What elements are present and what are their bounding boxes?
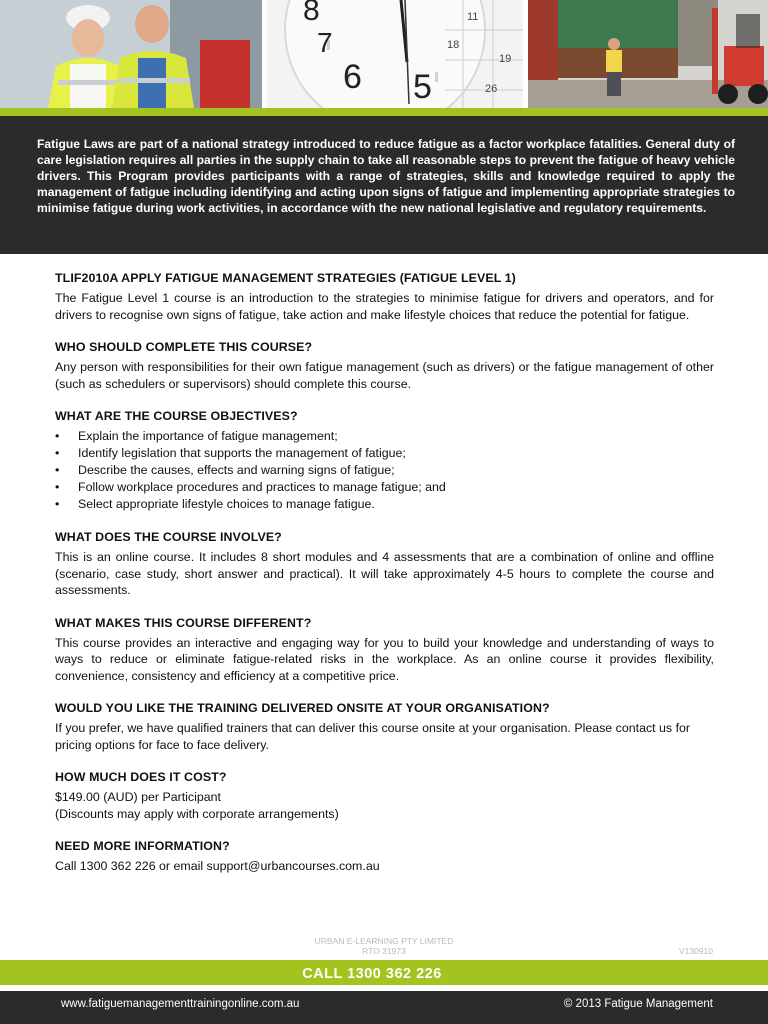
call-phone-link[interactable]: CALL 1300 362 226 bbox=[302, 966, 442, 982]
clock-numeral-5: 5 bbox=[413, 68, 432, 106]
clock-numeral-7: 7 bbox=[317, 27, 333, 58]
container-yard-photo bbox=[528, 0, 768, 108]
company-name: URBAN E-LEARNING PTY LIMITED bbox=[314, 936, 454, 946]
objectives-heading: WHAT ARE THE COURSE OBJECTIVES? bbox=[55, 409, 298, 423]
section-course-involve bbox=[55, 529, 714, 599]
intro-paragraph: Fatigue Laws are part of a national strategy introduced to reduce fatigue as a factor workplace fatalities. General duty of care legislation requires all parties in the supply chain to take all reasonable steps to prevent the fatigue of heavy vehicle drivers. This Program provides participants with a range of strategies, skills and knowledge required to apply the management of fatigue including identifying and acting upon signs of fatigue and implementing appropriate strategies to minimise fatigue during work activities, in accordance with the new national legislative and regulatory requirements. bbox=[37, 137, 735, 215]
section-cost bbox=[55, 769, 714, 822]
course-involve-heading: WHAT DOES THE COURSE INVOLVE? bbox=[55, 530, 282, 544]
calendar-number-26: 26 bbox=[485, 83, 498, 95]
rto-number: RTO 31973 bbox=[362, 946, 406, 956]
footer-bar bbox=[0, 991, 768, 1024]
objective-text: Select appropriate lifestyle choices to manage fatigue. bbox=[78, 497, 375, 511]
website-link[interactable]: www.fatiguemanagementtrainingonline.com.au bbox=[61, 998, 300, 1010]
contact-text: Call 1300 362 226 or email support@urbancourses.com.au bbox=[55, 859, 380, 873]
course-different-heading: WHAT MAKES THIS COURSE DIFFERENT? bbox=[55, 615, 312, 630]
intro-band bbox=[0, 116, 768, 254]
company-info bbox=[0, 936, 768, 956]
list-item bbox=[55, 479, 714, 496]
objective-text: Follow workplace procedures and practices to manage fatigue; and bbox=[78, 480, 446, 494]
bullet-icon: • bbox=[55, 446, 60, 460]
course-title-body: The Fatigue Level 1 course is an introduction to the strategies to minimise fatigue for drivers and operators, and for drivers to recognise own signs of fatigue, take action and make lifestyle choices that reduce the potential for fatigue. bbox=[55, 291, 714, 322]
cost-heading: HOW MUCH DOES IT COST? bbox=[55, 770, 227, 784]
section-who-should-complete bbox=[55, 339, 714, 392]
bullet-icon: • bbox=[55, 497, 60, 511]
section-onsite-training bbox=[55, 700, 714, 753]
list-item bbox=[55, 445, 714, 462]
header-photo-strip bbox=[0, 0, 768, 108]
calendar-number-11: 11 bbox=[467, 11, 479, 23]
objective-text: Describe the causes, effects and warning signs of fatigue; bbox=[78, 463, 395, 477]
objectives-list bbox=[55, 428, 714, 513]
course-details bbox=[55, 270, 714, 891]
clock-numeral-6: 6 bbox=[343, 58, 362, 96]
accent-divider bbox=[0, 108, 768, 116]
course-involve-body: This is an online course. It includes 8 short modules and 4 assessments that are a combination of online and offline (scenario, case study, short answer and practical). It will take approximately 4-5 hours to complete the course and assessments. bbox=[55, 550, 714, 597]
section-course-title bbox=[55, 270, 714, 323]
calendar-number-18: 18 bbox=[447, 39, 460, 51]
onsite-training-heading: WOULD YOU LIKE THE TRAINING DELIVERED ONSITE AT YOUR ORGANISATION? bbox=[55, 701, 550, 715]
version-code: V130910 bbox=[678, 946, 713, 956]
calendar-number-19: 19 bbox=[499, 53, 512, 65]
more-info-heading: NEED MORE INFORMATION? bbox=[55, 839, 230, 853]
who-should-complete-body: Any person with responsibilities for their own fatigue management (such as drivers) or the fatigue management of other (such as schedulers or supervisors) should complete this course. bbox=[55, 360, 714, 391]
call-banner bbox=[0, 960, 768, 988]
bullet-icon: • bbox=[55, 463, 60, 477]
bullet-icon: • bbox=[55, 480, 60, 494]
section-course-different bbox=[55, 615, 714, 685]
onsite-training-body: If you prefer, we have qualified trainers that can deliver this course onsite at your organisation. Please contact us for pricing options for face to face delivery. bbox=[55, 721, 691, 752]
who-should-complete-heading: WHO SHOULD COMPLETE THIS COURSE? bbox=[55, 340, 313, 354]
copyright-text: © 2013 Fatigue Management bbox=[563, 998, 713, 1010]
objective-text: Explain the importance of fatigue management; bbox=[78, 429, 338, 443]
clock-numeral-8: 8 bbox=[303, 0, 320, 27]
bullet-icon: • bbox=[55, 429, 60, 443]
section-objectives bbox=[55, 408, 714, 513]
objective-text: Identify legislation that supports the management of fatigue; bbox=[78, 446, 406, 460]
course-title-heading: TLIF2010A APPLY FATIGUE MANAGEMENT STRATEGIES (FATIGUE LEVEL 1) bbox=[55, 271, 516, 285]
workers-photo bbox=[0, 0, 262, 108]
price-text: $149.00 (AUD) per Participant bbox=[55, 790, 221, 804]
discount-text: (Discounts may apply with corporate arrangements) bbox=[55, 806, 339, 821]
list-item bbox=[55, 496, 714, 513]
course-different-body: This course provides an interactive and engaging way for you to build your knowledge and understanding of ways to ways to reduce or eliminate fatigue-related risks in the workplace. As an online course it provides flexibility, convenience, consistency and efficiency at a competitive price. bbox=[55, 635, 714, 683]
clock-calendar-photo bbox=[267, 0, 523, 108]
list-item bbox=[55, 428, 714, 445]
list-item bbox=[55, 462, 714, 479]
section-more-info bbox=[55, 838, 714, 875]
